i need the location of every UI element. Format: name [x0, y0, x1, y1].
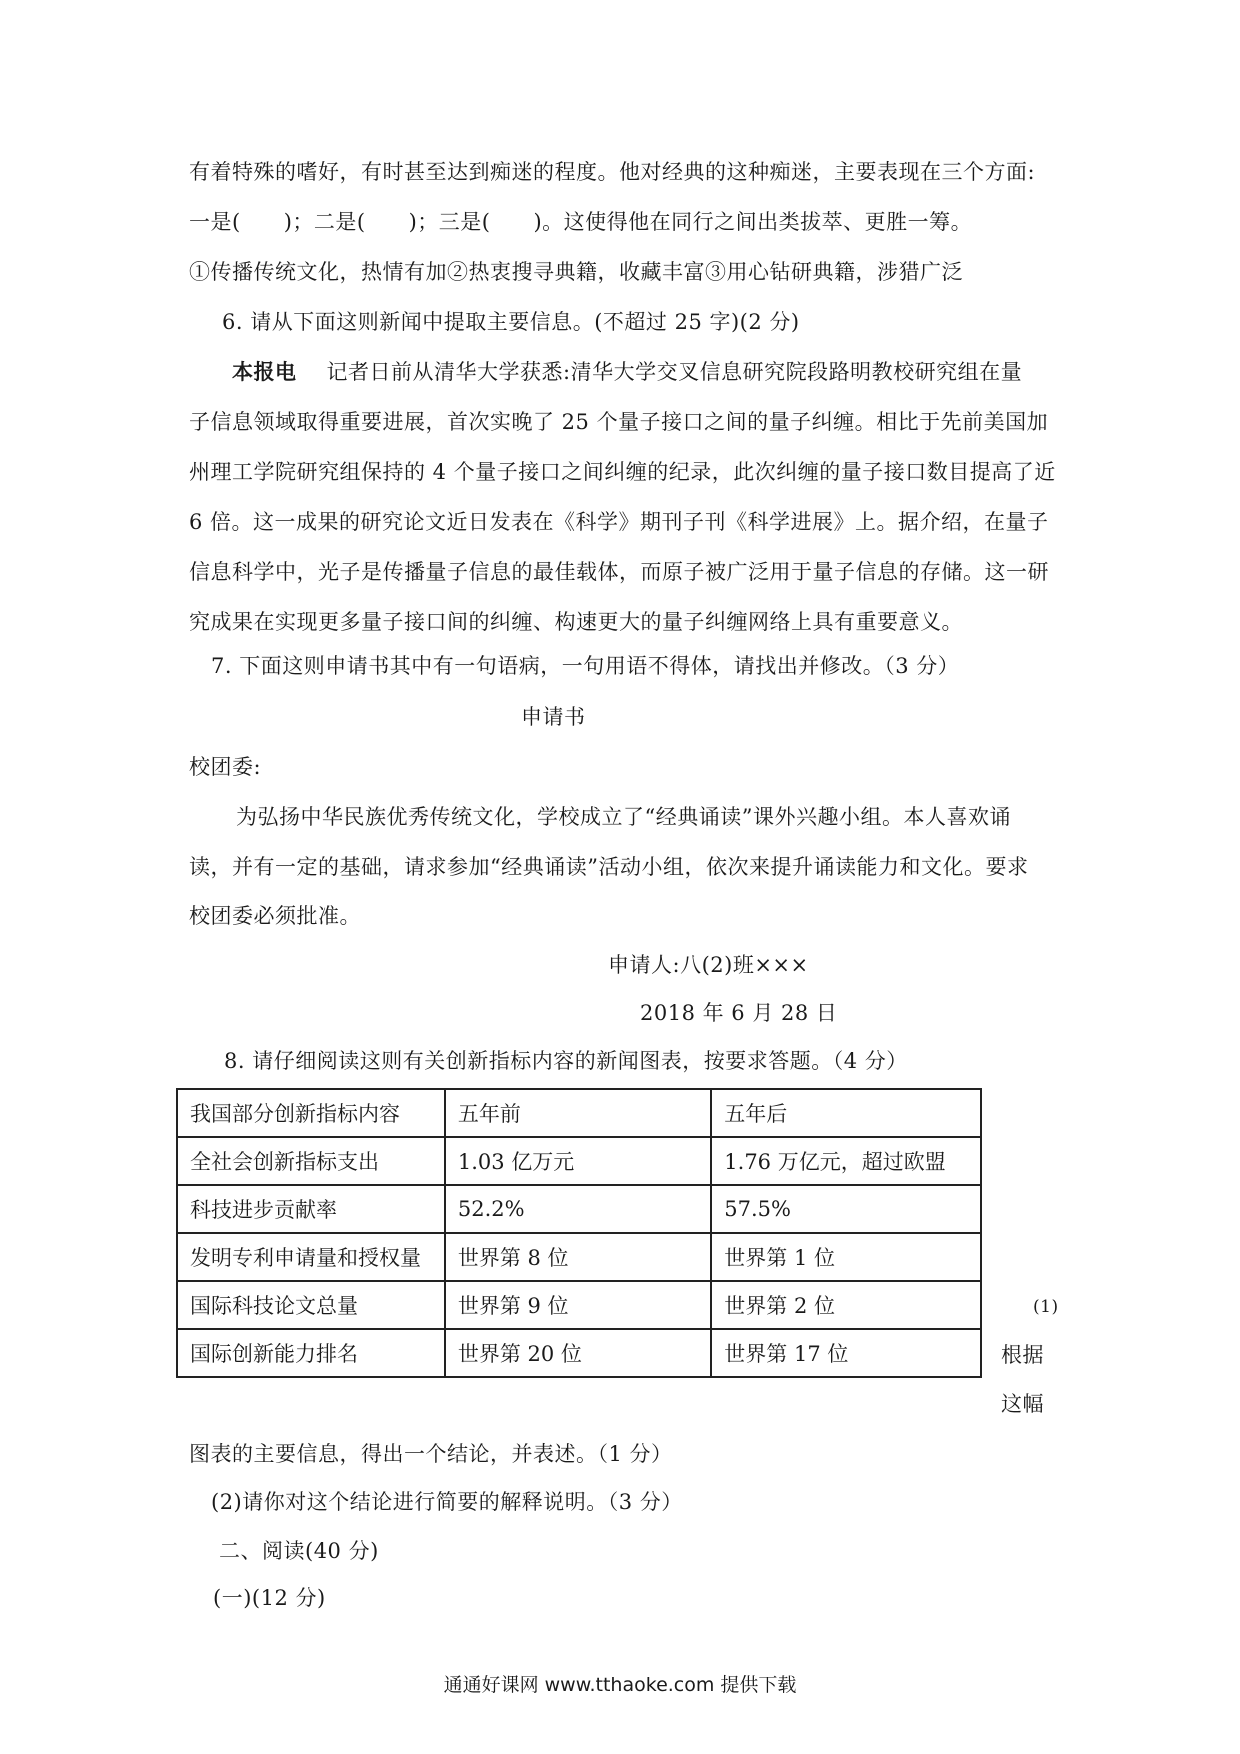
application-date: 2018 年 6 月 28 日 [640, 1001, 838, 1025]
table-cell: 国际创新能力排名 [177, 1329, 445, 1377]
application-body: 为弘扬中华民族优秀传统文化，学校成立了“经典诵读”课外兴趣小组。本人喜欢诵 [236, 805, 1011, 829]
table-cell: 1.03 亿万元 [445, 1137, 711, 1185]
application-body: 读，并有一定的基础，请求参加“经典诵读”活动小组，依次来提升诵读能力和文化。要求 [189, 855, 1029, 879]
table-header-cell: 五年后 [711, 1089, 981, 1137]
news-line: 信息科学中，光子是传播量子信息的最佳载体，而原子被广泛用于量子信息的存储。这一研 [189, 560, 1049, 584]
table-row [177, 1281, 981, 1329]
application-body: 校团委必须批准。 [189, 904, 361, 928]
news-line: 州理工学院研究组保持的 4 个量子接口之间纠缠的纪录，此次纠缠的量子接口数目提高了近 [189, 460, 1056, 484]
table-row [177, 1185, 981, 1233]
table-cell: 世界第 2 位 [711, 1281, 981, 1329]
innovation-table [176, 1088, 982, 1378]
table-row [177, 1137, 981, 1185]
subquestion-1-text: 这幅 [1001, 1392, 1044, 1416]
subquestion-1-text: 图表的主要信息，得出一个结论，并表述。（1 分） [189, 1442, 673, 1466]
table-cell: 全社会创新指标支出 [177, 1137, 445, 1185]
paragraph-line: 一是( )；二是( )；三是( )。这使得他在同行之间出类拔萃、更胜一筹。 [189, 210, 973, 234]
question-6-prompt: 6. 请从下面这则新闻中提取主要信息。(不超过 25 字)(2 分) [222, 310, 800, 334]
table-cell: 科技进步贡献率 [177, 1185, 445, 1233]
subquestion-1-marker: (1) [1033, 1297, 1059, 1317]
options-line: ①传播传统文化，热情有加②热衷搜寻典籍，收藏丰富③用心钻研典籍，涉猎广泛 [189, 260, 963, 284]
application-title: 申请书 [521, 705, 586, 729]
news-text: 记者日前从清华大学获悉:清华大学交叉信息研究院段路明教校研究组在量 [326, 360, 1023, 384]
question-7-prompt: 7. 下面这则申请书其中有一句语病，一句用语不得体，请找出并修改。（3 分） [211, 654, 960, 678]
news-line: 究成果在实现更多量子接口间的纠缠、构速更大的量子纠缠网络上具有重要意义。 [189, 610, 963, 634]
subquestion-1-text: 根据 [1001, 1343, 1044, 1367]
table-header-row [177, 1089, 981, 1137]
news-lead-line [232, 357, 1022, 387]
table-row [177, 1233, 981, 1281]
table-header-cell: 五年前 [445, 1089, 711, 1137]
section-heading: 二、阅读(40 分) [219, 1539, 379, 1563]
table-cell: 世界第 17 位 [711, 1329, 981, 1377]
question-8-prompt: 8. 请仔细阅读这则有关创新指标内容的新闻图表，按要求答题。（4 分） [224, 1049, 908, 1073]
section-part-heading: (一)(12 分) [213, 1586, 326, 1610]
application-salutation: 校团委: [189, 755, 262, 779]
table-cell: 52.2% [445, 1185, 711, 1233]
table-cell: 世界第 9 位 [445, 1281, 711, 1329]
news-line: 6 倍。这一成果的研究论文近日发表在《科学》期刊子刊《科学进展》上。据介绍，在量子 [189, 510, 1049, 534]
page-footer: 通通好课网 www.tthaoke.com 提供下载 [443, 1674, 797, 1696]
table-cell: 57.5% [711, 1185, 981, 1233]
table-cell: 1.76 万亿元，超过欧盟 [711, 1137, 981, 1185]
table-cell: 国际科技论文总量 [177, 1281, 445, 1329]
application-applicant: 申请人:八(2)班××× [608, 953, 809, 977]
table-cell: 世界第 8 位 [445, 1233, 711, 1281]
table-cell: 世界第 20 位 [445, 1329, 711, 1377]
news-line: 子信息领域取得重要进展，首次实晚了 25 个量子接口之间的量子纠缠。相比于先前美国加 [189, 410, 1049, 434]
news-lead: 本报电 [232, 359, 297, 384]
table-header-cell: 我国部分创新指标内容 [177, 1089, 445, 1137]
table-cell: 世界第 1 位 [711, 1233, 981, 1281]
table-cell: 发明专利申请量和授权量 [177, 1233, 445, 1281]
table-row [177, 1329, 981, 1377]
subquestion-2-text: (2)请你对这个结论进行简要的解释说明。（3 分） [211, 1490, 683, 1514]
paragraph-line: 有着特殊的嗜好，有时甚至达到痴迷的程度。他对经典的这种痴迷，主要表现在三个方面: [189, 160, 1036, 184]
